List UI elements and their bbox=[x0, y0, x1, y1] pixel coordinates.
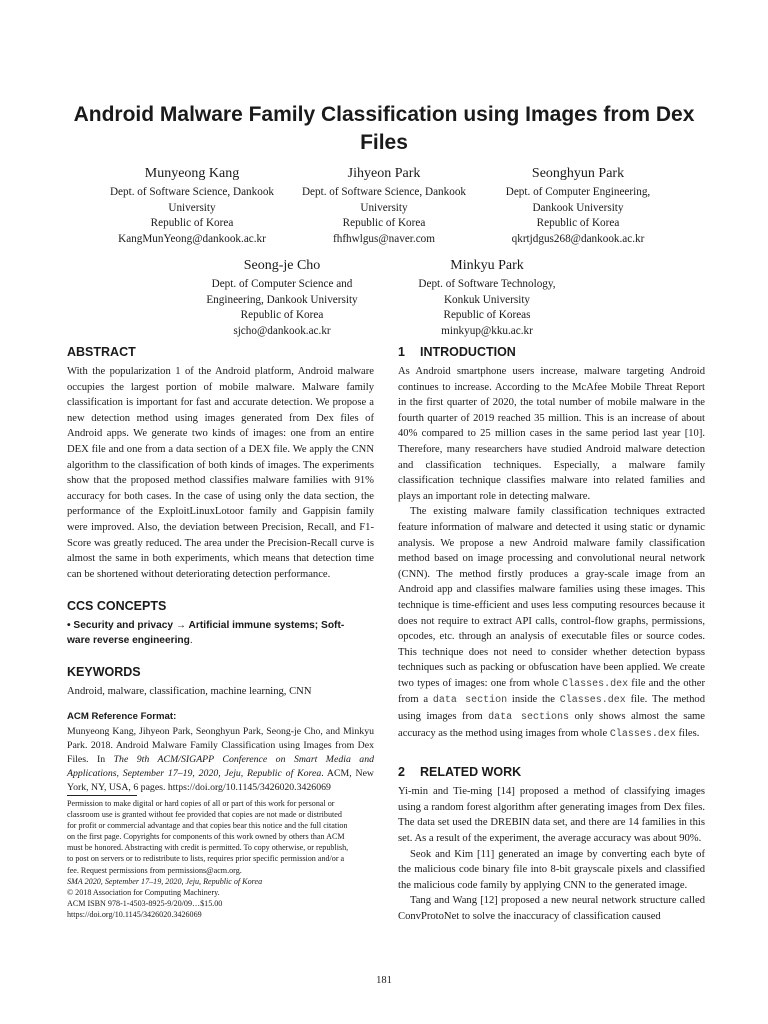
ccs-line-1: Security and privacy → Artificial immune systems; Soft- bbox=[73, 620, 345, 632]
footnote-line: Permission to make digital or hard copies of all or part of this work for personal or bbox=[67, 799, 335, 808]
author-name: Minkyu Park bbox=[450, 258, 524, 273]
introduction-text bbox=[398, 364, 705, 742]
reference-venue: The 9th ACM/SIGAPP Conference on Smart Media and Applications, September 17–19, 2020, Jeju, Republic of Korea bbox=[67, 753, 374, 779]
related-work-text bbox=[398, 784, 705, 924]
paragraph: Tang and Wang [12] proposed a new neural network structure called ConvProtoNet to solve the inaccuracy of classification caused bbox=[398, 895, 705, 922]
reference-rest[interactable]: . ACM, New York, NY, USA, 6 pages. https://doi.org/10.1145/3426020.3426069 bbox=[67, 767, 374, 793]
acm-reference-text bbox=[67, 725, 374, 795]
right-column bbox=[398, 344, 705, 925]
section-title: RELATED WORK bbox=[420, 765, 522, 780]
section-number: 2 bbox=[398, 765, 405, 780]
footnote-copyright: © 2018 Association for Computing Machinery. bbox=[67, 887, 220, 897]
code-span: data section bbox=[432, 695, 508, 707]
author-block bbox=[388, 257, 586, 339]
paragraph: As Android smartphone users increase, malware targeting Android continues to increase. According to the McAfee Mobile Threat Report in the first quarter of 2020, the total number of mobile malware in the fourth quarter of 2019 reached 35 million. This is an increase of about 40% compared to 25 million cases in the same period last year [10]. Therefore, many researchers have studied Android malware detection and classification techniques. Especially, a malware family classification technique classifies malware into related families and plays an important role in detecting malware. bbox=[398, 366, 705, 502]
author-country: Republic of Koreas bbox=[443, 309, 531, 322]
section-number: 1 bbox=[398, 345, 405, 359]
paragraph: The existing malware family classification techniques extracted feature information of malware and detected it using static or dynamic analysis. We propose a new Android malware family classification method based on image processing and convolutional neural network (CNN). The method firstly produces a gray-scale image from an Android app and classifies malware families using these images. This technique is time-efficient and uses less computing resources because it does not require to extract API calls, control-flow graphs, permissions, opcodes, etc. through an analysis of executable files or source codes. This technique does not need to consider whether detection bypass techniques such as packing or obfuscation have been applied. We create two types of images: one from whole Classes.dex file and the other from a data section inside the Classes.dex file. The method using images from data sections only shows almost the same accuracy as the method using images from whole Classes.dex files. bbox=[398, 506, 705, 740]
footnote-line: on the first page. Copyrights for components of this work owned by others than ACM bbox=[67, 832, 345, 842]
footnote-line: for profit or commercial advantage and that copies bear this notice and the full citation bbox=[67, 821, 348, 831]
author-block bbox=[182, 257, 382, 339]
author-country: Republic of Korea bbox=[536, 217, 620, 230]
ccs-period: . bbox=[189, 635, 193, 647]
abstract-text: With the popularization 1 of the Android platform, Android malware occupies the largest portion of mobile malware. Malware family classification is important for fast and accurate detection. We propose a new detection method using images generated from Dex files of Android apps. We generate two kinds of images: one from an entire DEX file and one from a data section of a DEX file. We apply the CNN algorithm to the classification of both kinds of images. The experiments show that the proposed method classifies malware families with 91% accuracy for both cases. In the case of using only the data section, the performance of the ExploitLinuxLotoor family and Gappisin family were improved. Also, the deviation between Precision, Recall, and F1-Score was greatly reduced. The area under the Precision-Recall curve is almost the same in both experiments, which means that detection time can be shortened without deteriorating detection performance. bbox=[67, 366, 374, 580]
author-country: Republic of Korea bbox=[150, 217, 234, 230]
copyright-footnote bbox=[67, 798, 374, 920]
footnote-doi[interactable]: https://doi.org/10.1145/3426020.3426069 bbox=[67, 909, 202, 919]
footnote-isbn: ACM ISBN 978-1-4503-8925-9/20/09…$15.00 bbox=[67, 898, 223, 908]
author-affiliation: Engineering, Dankook University bbox=[206, 293, 358, 306]
author-name: Jihyeon Park bbox=[347, 166, 421, 181]
keywords-text: Android, malware, classification, machine learning, CNN bbox=[67, 686, 312, 698]
author-email[interactable]: minkyup@kku.ac.kr bbox=[441, 324, 533, 337]
author-affiliation: University bbox=[360, 201, 408, 214]
footnote-line: to post on servers or to redistribute to lists, requires prior specific permission and/or a bbox=[67, 854, 345, 864]
author-block bbox=[282, 165, 486, 247]
reference-authors: Munyeong Kang, Jihyeon Park, Seonghyun Park, Seong-je Cho, and Minkyu Park. 2018. Android Malware Family Classification using Images from Dex Files. In bbox=[67, 725, 374, 765]
author-block bbox=[476, 165, 680, 247]
author-email[interactable]: sjcho@dankook.ac.kr bbox=[233, 324, 331, 337]
author-affiliation: Dept. of Software Science, Dankook bbox=[109, 186, 275, 198]
author-affiliation: Dept. of Computer Science and bbox=[211, 278, 353, 290]
footnote-line: must be honored. Abstracting with credit is permitted. To copy otherwise, or republish, bbox=[67, 843, 349, 853]
author-email[interactable]: KangMunYeong@dankook.ac.kr bbox=[118, 232, 266, 245]
acm-reference-heading: ACM Reference Format: bbox=[67, 710, 177, 722]
code-span: Classes.dex bbox=[609, 728, 676, 740]
author-affiliation: Dept. of Software Science, Dankook bbox=[301, 186, 467, 198]
title-line-2: Files bbox=[360, 131, 408, 154]
footnote-divider bbox=[67, 795, 137, 796]
paragraph: Yi-min and Tie-ming [14] proposed a method of classifying images using a random forest algorithm after generating images from Dex files. The data set used the DREBIN data set, and there are 14 families in this set. As a result of the experiment, the average accuracy was about 90%. bbox=[398, 786, 705, 845]
author-name: Seong-je Cho bbox=[243, 258, 321, 273]
ccs-line-2: ware reverse engineering bbox=[67, 635, 190, 647]
footnote-line: classroom use is granted without fee provided that copies are not made or distributed bbox=[67, 810, 342, 820]
paper-title bbox=[60, 101, 708, 157]
author-affiliation: Dept. of Computer Engineering, bbox=[505, 186, 651, 198]
author-email[interactable]: qkrtjdgus268@dankook.ac.kr bbox=[511, 232, 645, 245]
code-span: Classes.dex bbox=[559, 695, 626, 707]
author-affiliation: Dept. of Software Technology, bbox=[418, 278, 556, 290]
author-name: Munyeong Kang bbox=[144, 166, 240, 181]
footnote-venue: SMA 2020, September 17–19, 2020, Jeju, Republic of Korea bbox=[67, 876, 263, 886]
ccs-heading: CCS CONCEPTS bbox=[67, 599, 167, 614]
paragraph: Seok and Kim [11] generated an image by converting each byte of the malicious code binary file into 8-bit grayscale pixels and classified the malicious code family by applying CNN to the generated image. bbox=[398, 848, 705, 891]
ccs-bullet: • bbox=[67, 620, 71, 632]
ccs-concepts bbox=[67, 618, 374, 648]
footnote-line: fee. Request permissions from permissions@acm.org. bbox=[67, 865, 242, 875]
author-affiliation: University bbox=[168, 201, 216, 214]
left-column bbox=[67, 344, 374, 795]
page-number: 181 bbox=[376, 975, 392, 986]
author-country: Republic of Korea bbox=[240, 309, 324, 322]
section-title: INTRODUCTION bbox=[420, 345, 516, 359]
author-name: Seonghyun Park bbox=[531, 166, 625, 181]
introduction-heading bbox=[398, 344, 705, 360]
related-work-heading bbox=[398, 764, 705, 780]
author-country: Republic of Korea bbox=[342, 217, 426, 230]
author-block bbox=[92, 165, 292, 247]
code-span: data sections bbox=[488, 712, 570, 724]
abstract-heading: ABSTRACT bbox=[67, 345, 136, 359]
title-line-1: Android Malware Family Classification using Images from Dex bbox=[73, 103, 695, 126]
author-affiliation: Dankook University bbox=[532, 201, 624, 214]
keywords-heading: KEYWORDS bbox=[67, 665, 141, 680]
code-span: Classes.dex bbox=[562, 678, 629, 690]
author-email[interactable]: fhfhwlgus@naver.com bbox=[333, 232, 435, 245]
author-affiliation: Konkuk University bbox=[443, 293, 531, 306]
